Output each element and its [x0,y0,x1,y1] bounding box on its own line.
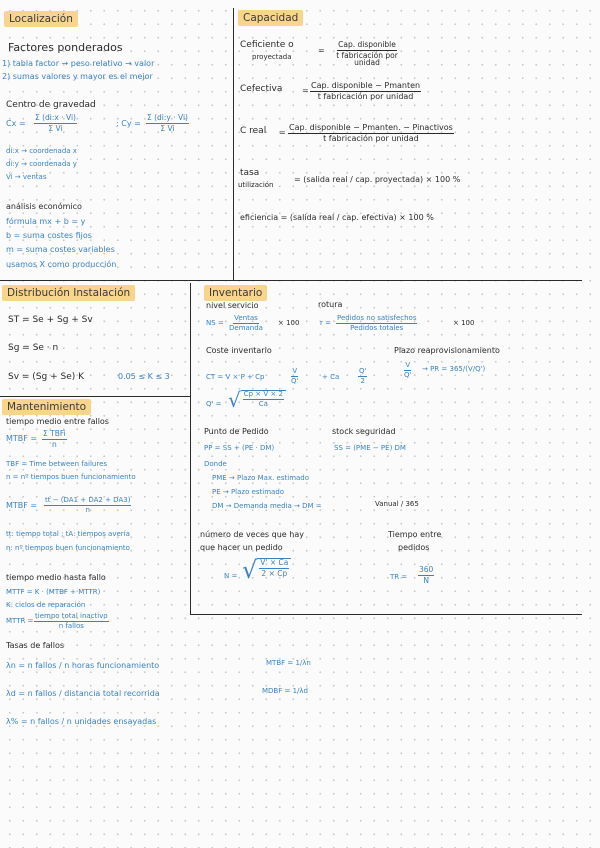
real-eq: = [279,128,286,137]
economico-title: análisis económico [6,202,82,211]
ns-fraction [229,315,263,332]
punto-title: Punto de Pedido [204,427,269,436]
mtbf-lambda: MTBF = 1/λn [266,659,311,667]
real-denominator: t fabricación por unidad [323,134,419,143]
proyectada-label-1: Ceficiente o [240,40,294,50]
real-fraction [288,124,454,143]
pe-definition: PE → Plazo estimado [212,488,285,496]
tr-numerator: 360 [419,565,434,574]
gravedad-title: Centro de gravedad [6,100,96,110]
inventario-title: Inventario [204,285,267,301]
ct-fraction-2-den: 2 [360,377,365,385]
ct-fraction-2 [358,368,367,385]
tiempo-title-2: pedidos [398,543,430,552]
n-definition: n = nº tiempos buen funcionamiento [6,473,136,481]
rotura-title: rotura [318,300,343,309]
lambda-pct: λ% = n fallos / n unidades ensayadas [6,717,157,726]
q-sqrt [228,390,286,410]
n-fraction [259,559,289,577]
horizontal-divider [0,280,582,281]
tmhf-title: tiempo medio hasta fallo [6,573,106,582]
rotura-numerator: Pedidos no satisfechos [337,314,417,322]
tiempo-title-1: Tiempo entre [388,530,442,539]
efectiva-fraction [310,82,421,101]
factores-title: Factores ponderados [8,41,123,54]
mttr-numerator: tiempo total inactivo [35,612,108,620]
var-y: di:y → coordenada y [6,160,77,168]
mttf-formula: MTTF = K · (MTBF + MTTR) [6,588,101,596]
dm-value: Vanual / 365 [375,500,419,508]
q-lhs: Q' = [206,400,222,408]
lambda-d: λd = n fallos / distancia total recorrida [6,689,160,698]
proyectada-label-2: proyectada [252,53,292,61]
pp-formula: PP = SS + (PE · DM) [204,444,275,452]
pr-fraction-den: Q' [404,371,412,379]
tasa-label-2: utilización [238,181,274,189]
tmef-title: tiempo medio entre fallos [6,417,109,426]
coste-title: Coste inventario [206,346,272,355]
tasas-title: Tasas de fallos [6,641,65,650]
rotura-fraction [336,315,417,332]
k-definition: K: ciclos de reparación [6,601,86,609]
mantenimiento-title: Mantenimiento [2,399,91,415]
pme-definition: PME → Plazo Max. estimado [212,474,310,482]
proyectada-numerator: Cap. disponible [338,40,396,49]
cy-numerator: Σ (di:y · Vi) [147,113,188,122]
ns-lhs: NS = [206,319,224,327]
n-sqrt [242,558,291,582]
cy-lhs: ; Cy = [116,119,141,128]
capacidad-title: Capacidad [238,10,303,26]
factores-item-2: 2) sumas valores y mayor es el mejor [2,72,153,81]
ns-tail: × 100 [278,319,300,327]
stock-title: stock seguridad [332,427,396,436]
vertical-divider-middle [190,283,191,396]
q-fraction [243,391,284,408]
economico-item-1: fórmula mx + b = y [6,217,86,226]
rotura-lhs: r = [320,319,331,327]
mtbf2-denominator: n [85,506,90,514]
ct-mid: + Ca [322,373,340,381]
var-v: Vi → ventas [6,173,47,181]
tt-definition: tt: tiempo total ; tA: tiempos avería [6,530,130,538]
tasa-label-1: tasa [240,168,260,178]
cy-denominator: Σ Vi [160,123,175,133]
n-lhs: N = [224,572,238,580]
ct-fraction-1-num: V [292,367,298,375]
mttr-fraction [34,613,109,630]
real-label: C real [240,126,267,136]
mtbf-numerator: Σ TBFi [43,429,66,438]
real-numerator: Cap. disponible − Pmanten. − Pinactivos [289,123,453,132]
mdbf-lambda: MDBF = 1/λd [262,687,308,695]
efectiva-label: Cefectiva [240,84,283,94]
n-numerator: V' × Ca [260,558,289,567]
economico-item-3: m = suma costes variables [6,245,115,254]
n-denominator: 2 × Cp [261,568,288,578]
rotura-denominator: Pedidos totales [350,324,404,332]
efectiva-numerator: Cap. disponible − Pmanten [311,81,421,90]
n-radicand [257,558,291,577]
mtbf-lhs: MTBF = [6,434,38,443]
proyectada-fraction [328,41,406,67]
efectiva-denominator: t fabricación por unidad [317,92,414,101]
q-denominator: Ca [258,400,268,408]
factores-item-1: 1) tabla factor → peso relativo → valor [2,59,155,68]
proyectada-denominator: t fabricación por unidad [336,50,398,67]
economico-item-4: usamos X como producción [6,260,117,269]
cy-fraction [146,114,189,132]
dm-definition: DM → Demanda media → DM = [212,502,322,510]
lambda-n: λn = n fallos / n horas funcionamiento [6,661,160,670]
mtbf2-lhs: MTBF = [6,501,38,510]
n2-definition: n: nº tiempos buen funcionamiento [6,544,130,552]
proyectada-eq: = [318,46,325,55]
localizacion-title: Localización [4,11,78,27]
ns-title: nivel servicio [206,301,259,310]
q-radicand [241,390,286,408]
var-x: di:x → coordenada x [6,147,77,155]
distribucion-title: Distribución Instalación [2,285,135,301]
rotura-tail: × 100 [453,319,475,327]
sv-formula: Sv = (Sg + Se) K [8,372,85,382]
pr-fraction-num: V [405,361,411,369]
tr-fraction [418,566,434,584]
pr-fraction [404,362,411,379]
cx-fraction [34,114,77,132]
ct-fraction-1-den: Q' [291,377,299,385]
sg-formula: Sg = Se · n [8,343,59,353]
k-range: 0.05 ≤ K ≤ 3 [118,372,170,381]
plazo-title: Plazo reaprovisionamiento [394,346,500,355]
mtbf-fraction [42,430,67,448]
ss-formula: SS = (PME − PE) DM [334,444,406,452]
st-formula: ST = Se + Sg + Sv [8,315,93,325]
pr-formula: → PR = 365/(V/Q') [422,365,486,373]
tasa-formula: = (salida real / cap. proyectada) × 100 % [294,175,461,184]
ns-numerator: Ventas [234,314,258,322]
mtbf-denominator: n [51,439,57,449]
mtbf2-numerator: tt − (DA1 + DA2 + DA3) [45,496,131,504]
mtbf2-fraction [44,497,131,514]
sqrt-icon: √ [228,388,241,412]
inventario-bottom-border [190,614,582,615]
ct-fraction-1 [291,368,298,385]
tr-denominator: N [423,575,429,585]
cx-numerator: Σ (di:x · Vi) [35,113,76,122]
cx-denominator: Σ Vi [48,123,63,133]
ns-denominator: Demanda [229,324,263,332]
tbf-definition: TBF = Time between failures [6,460,108,468]
veces-title-2: que hacer un pedido [200,543,283,552]
veces-title-1: número de veces que hay [200,530,304,539]
sqrt-icon: √ [242,556,258,584]
cx-lhs: Cx = [6,119,26,128]
eficiencia-formula: eficiencia = (salida real / cap. efectiva) × 100 % [240,213,434,222]
vertical-divider-top [233,8,234,280]
mantenimiento-divider [0,396,191,397]
inventario-left-border [190,396,191,614]
efectiva-eq: = [302,86,309,95]
economico-item-2: b = suma costes fijos [6,231,92,240]
donde-label: Donde [204,460,227,468]
mttr-denominator: n fallos [58,622,84,630]
q-numerator: Cp × V × 2 [243,390,283,398]
ct-fraction-2-num: Q' [359,367,367,375]
ct-lhs: CT = V × P + Cp [206,373,265,381]
mttr-lhs: MTTR = [6,617,34,625]
tr-lhs: TR = [390,573,408,581]
